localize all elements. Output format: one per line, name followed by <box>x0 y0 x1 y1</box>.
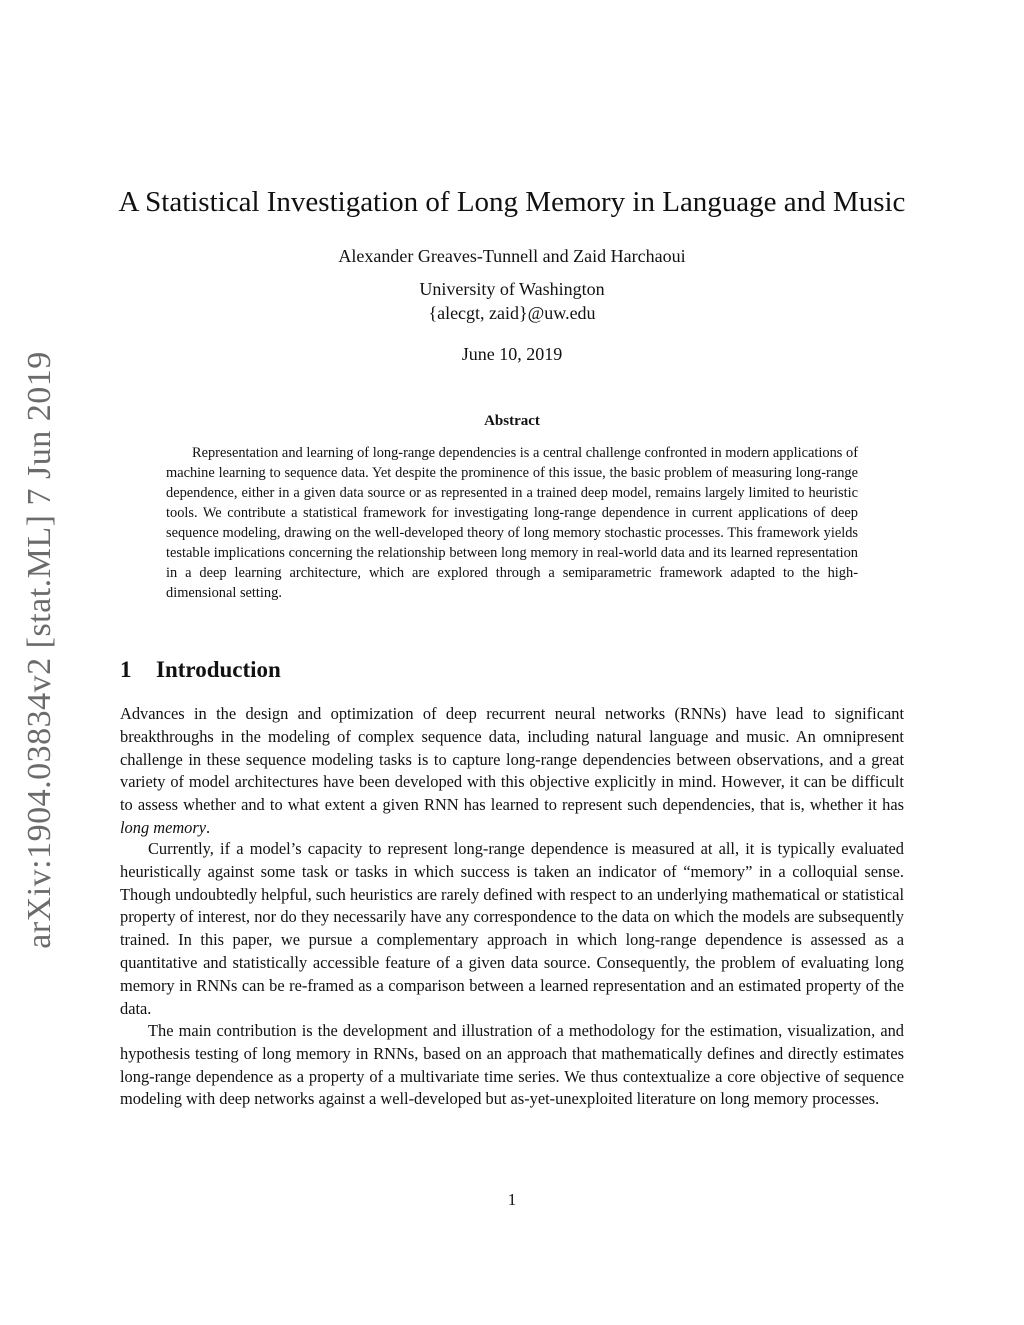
paper-date: June 10, 2019 <box>461 344 563 364</box>
author-emails: {alecgt, zaid}@uw.edu <box>428 303 596 323</box>
intro-paragraph-1 <box>120 703 904 840</box>
section-heading-introduction <box>120 655 281 685</box>
intro-paragraph-2: Currently, if a model’s capacity to represent long-range dependence is measured at all, it is typically evaluated heuristically against some task or tasks in which success is taken an indicator of “memory” in a colloquial sense. Though undoubtedly helpful, such heuristics are rarely defined with respect to an underlying mathematical or statistical property of interest, nor do they necessarily have any correspondence to the data on which the models are subsequently trained. In this paper, we pursue a complementary approach in which long-range dependence is assessed as a quantitative and statistically accessible feature of a given data source. Consequently, the problem of evaluating long memory in RNNs can be re-framed as a comparison between a learned representation and an estimated property of the data. <box>120 839 904 1018</box>
abstract-heading: Abstract <box>484 413 540 429</box>
intro-paragraph-3: The main contribution is the development and illustration of a methodology for the estimation, visualization, and hypothesis testing of long memory in RNNs, based on an approach that mathematically defines and directly estimates long-range dependence as a property of a multivariate time series. We thus contextualize a core objective of sequence modeling with deep networks against a well-developed but as-yet-unexploited literature on long memory processes. <box>120 1021 904 1109</box>
paper-title: A Statistical Investigation of Long Memory in Language and Music <box>118 186 906 218</box>
section-number: 1 <box>120 657 132 682</box>
intro-paragraph-1-end: . <box>206 817 211 837</box>
affiliation: University of Washington <box>419 279 605 299</box>
arxiv-identifier-stamp: arXiv:1904.03834v2 [stat.ML] 7 Jun 2019 <box>21 351 58 949</box>
intro-paragraph-1-text: Advances in the design and optimization of deep recurrent neural networks (RNNs) have lead to significant breakthroughs in the modeling of complex sequence data, including natural language and music. An omnipresent challenge in these sequence modeling tasks is to capture long-range dependencies between observations, and a great variety of model architectures have been developed with this objective explicitly in mind. However, it can be difficult to assess whether and to what extent a given RNN has learned to represent such dependencies, that is, whether it has <box>120 704 904 815</box>
abstract-text: Representation and learning of long-range dependencies is a central challenge confronted in modern applications of machine learning to sequence data. Yet despite the prominence of this issue, the basic problem of measuring long-range dependence, either in a given data source or as represented in a trained deep model, remains largely limited to heuristic tools. We contribute a statistical framework for investigating long-range dependence in current applications of deep sequence modeling, drawing on the well-developed theory of long memory stochastic processes. This framework yields testable implications concerning the relationship between long memory in real-world data and its learned representation in a deep learning architecture, which are explored through a semiparametric framework adapted to the high-dimensional setting. <box>166 445 858 601</box>
section-title: Introduction <box>156 657 281 682</box>
author-affiliation-block <box>0 277 1024 325</box>
long-memory-emphasis: long memory <box>120 817 207 837</box>
page-number: 1 <box>507 1190 517 1209</box>
paper-authors: Alexander Greaves-Tunnell and Zaid Harchaoui <box>338 246 686 266</box>
